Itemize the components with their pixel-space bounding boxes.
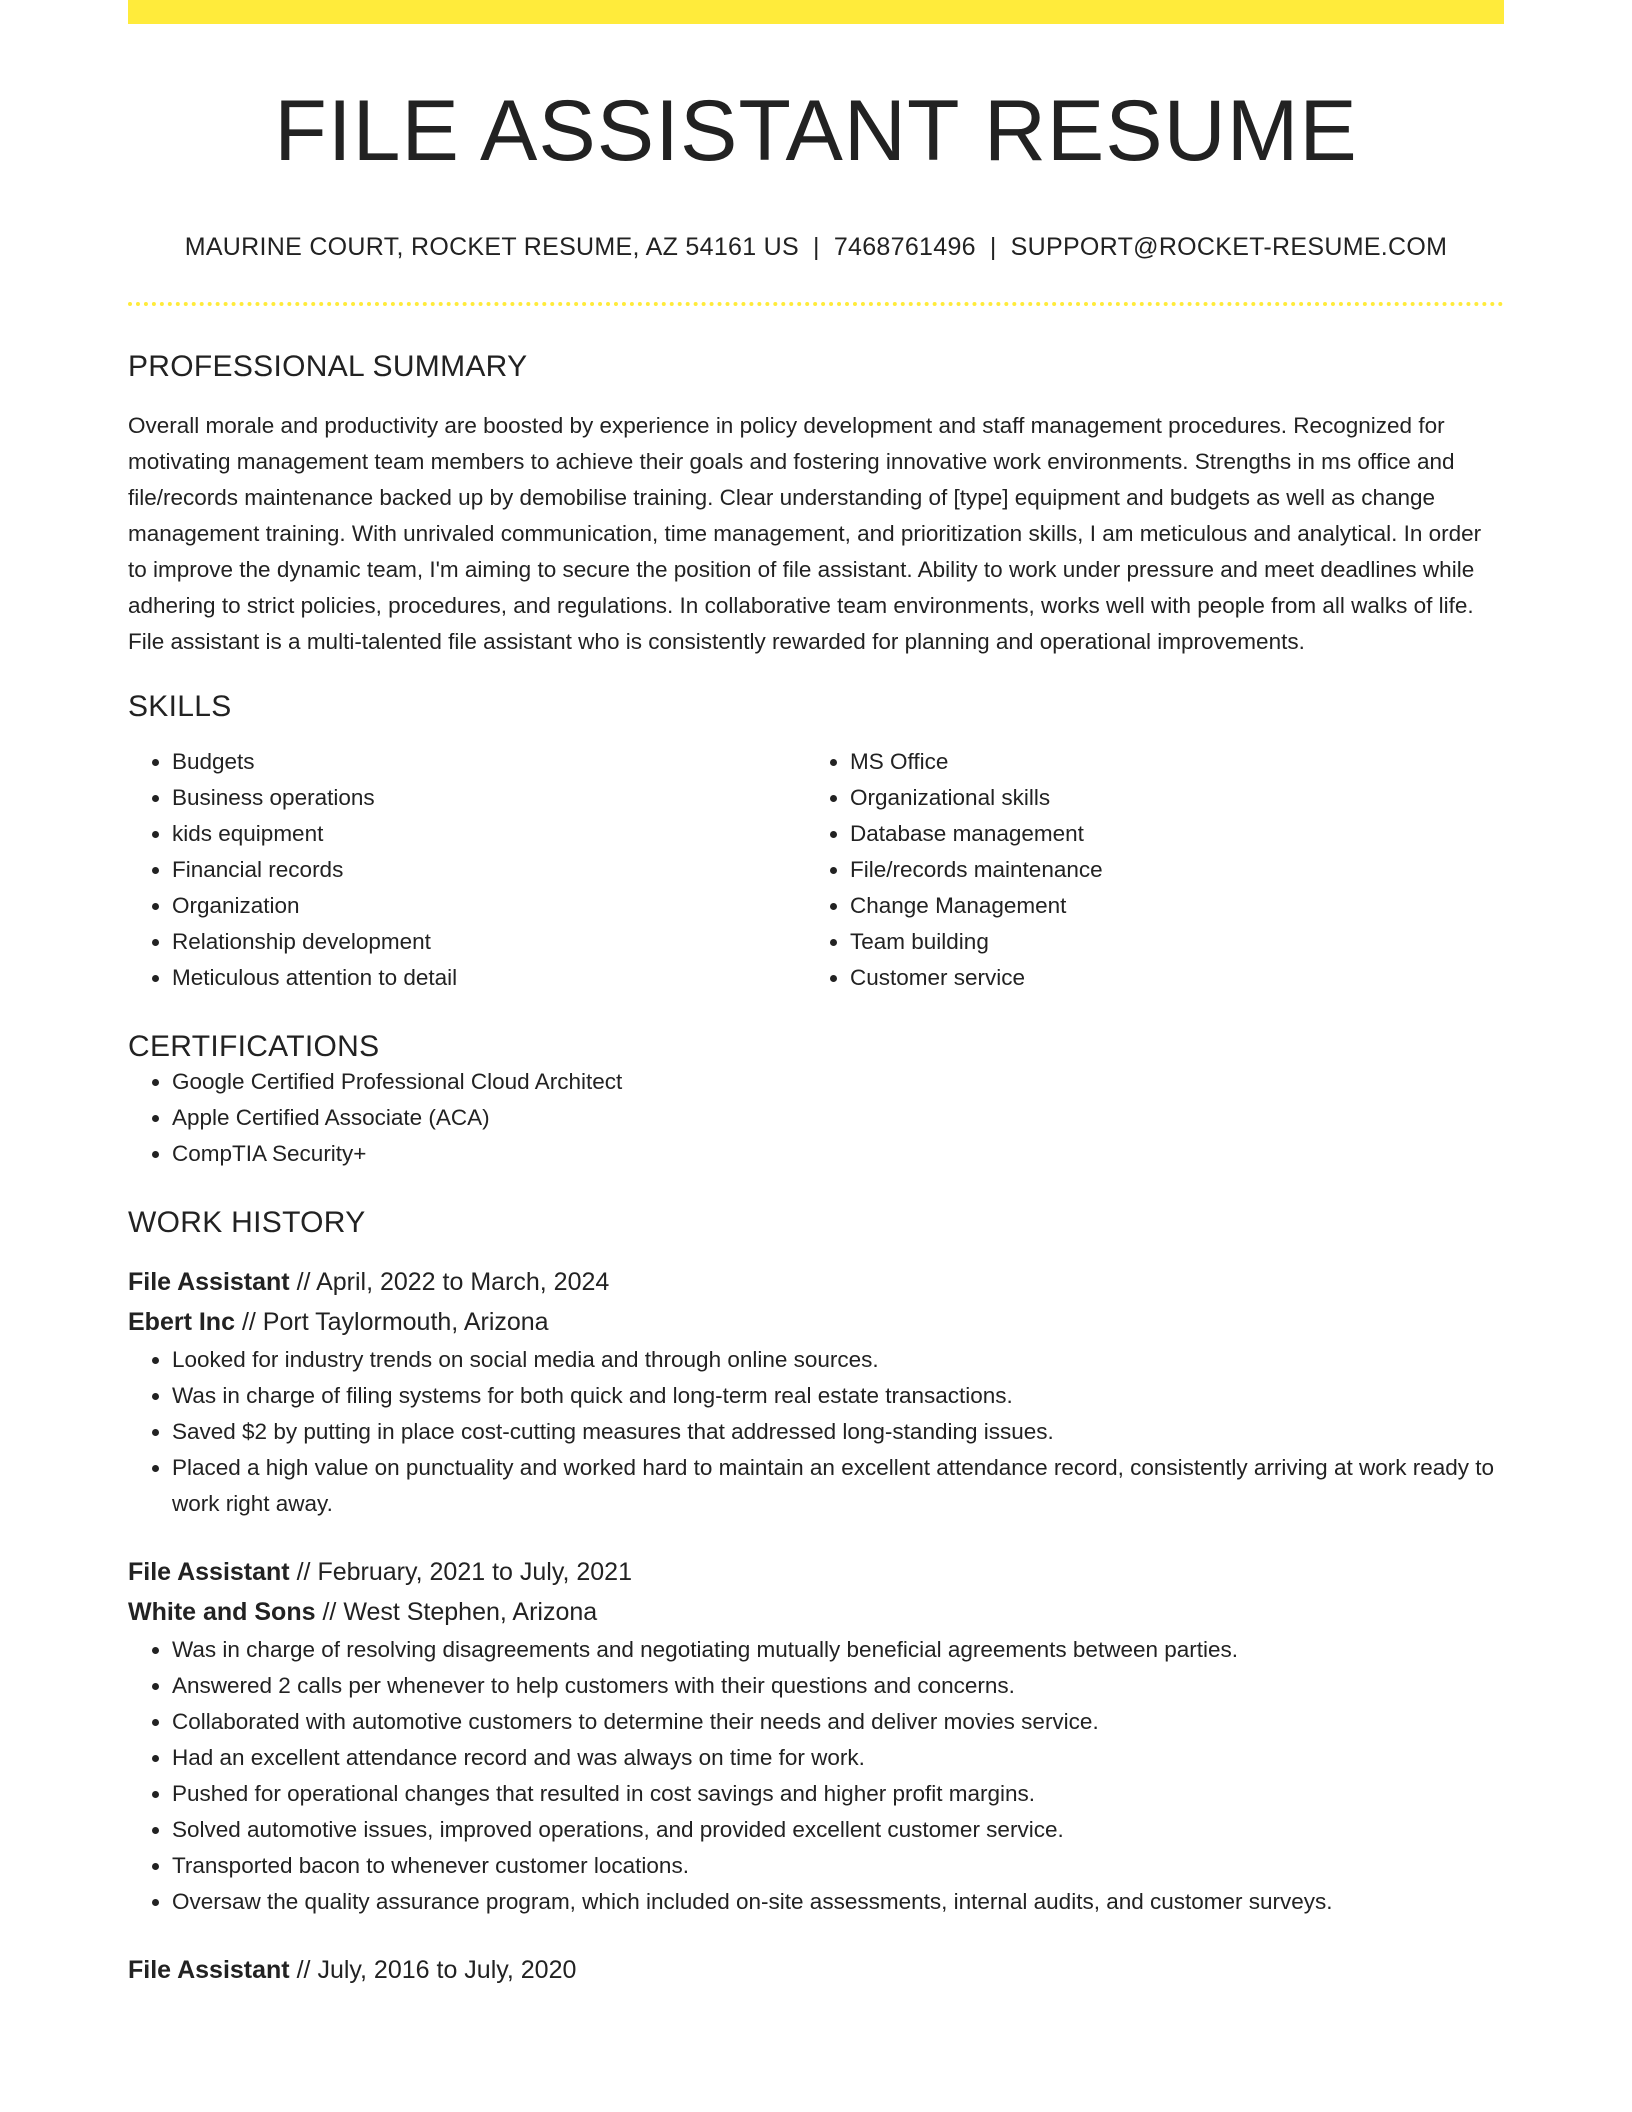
accent-bar [128, 0, 1504, 24]
skill-item: • Change Management [850, 888, 1484, 924]
job-duty: • Placed a high value on punctuality and worked hard to maintain an excellent attendance record, consistently arriving at work ready to work right away. [172, 1450, 1504, 1522]
job-duty: • Answered 2 calls per whenever to help customers with their questions and concerns. [172, 1668, 1504, 1704]
skill-item: • Financial records [172, 852, 806, 888]
summary-text: Overall morale and productivity are boosted by experience in policy development and staff management procedures. Recognized for motivating management team members to achieve their goals and fostering innovative work environments. Strengths in ms office and file/records maintenance backed up by demobilise training. Clear understanding of [type] equipment and budgets as well as change management training. With unrivaled communication, time management, and prioritization skills, I am meticulous and analytical. In order to improve the dynamic team, I'm aiming to secure the position of file assistant. Ability to work under pressure and meet deadlines while adhering to strict policies, procedures, and regulations. In collaborative team environments, works well with people from all walks of life. File assistant is a multi-talented file assistant who is consistently rewarded for planning and operational improvements. [128, 412, 1482, 654]
job-entry [128, 1552, 1504, 1920]
job-duty: • Was in charge of filing systems for both quick and long-term real estate transactions. [172, 1378, 1504, 1414]
job-title-line [128, 1262, 1504, 1302]
job-duty: • Collaborated with automotive customers to determine their needs and deliver movies service. [172, 1704, 1504, 1740]
skill-item: • Meticulous attention to detail [172, 960, 806, 996]
job-title-line [128, 1552, 1504, 1592]
job-company: Ebert Inc [128, 1307, 235, 1336]
skills-column-right [806, 744, 1484, 996]
work-history-heading: WORK HISTORY [128, 1205, 366, 1239]
contact-address: MAURINE COURT, ROCKET RESUME, AZ 54161 US [184, 232, 800, 261]
certifications-heading: CERTIFICATIONS [128, 1029, 380, 1063]
skills-list-right [806, 744, 1484, 996]
job-separator: // [296, 1955, 311, 1984]
job-duty: • Had an excellent attendance record and was always on time for work. [172, 1740, 1504, 1776]
job-separator: // [322, 1597, 337, 1626]
job-duty: • Was in charge of resolving disagreements and negotiating mutually beneficial agreements between parties. [172, 1632, 1504, 1668]
contact-email: SUPPORT@ROCKET-RESUME.COM [1010, 232, 1448, 261]
skill-item: • Organization [172, 888, 806, 924]
skill-item: • Relationship development [172, 924, 806, 960]
dotted-divider [128, 302, 1504, 306]
skill-item: • Organizational skills [850, 780, 1484, 816]
skill-item: • Database management [850, 816, 1484, 852]
resume-page [128, 0, 1504, 1990]
job-dates: February, 2021 to July, 2021 [317, 1557, 632, 1586]
skill-item: • MS Office [850, 744, 1484, 780]
skill-item: • kids equipment [172, 816, 806, 852]
skill-item: • File/records maintenance [850, 852, 1484, 888]
skill-item: • Team building [850, 924, 1484, 960]
job-duties-list [128, 1342, 1504, 1522]
contact-separator: | [989, 232, 997, 261]
job-company: White and Sons [128, 1597, 316, 1626]
certifications-list [128, 1064, 1504, 1172]
job-location: West Stephen, Arizona [343, 1597, 598, 1626]
skill-item: • Budgets [172, 744, 806, 780]
skills-column-left [128, 744, 806, 996]
job-title: File Assistant [128, 1557, 290, 1586]
resume-title: FILE ASSISTANT RESUME [274, 83, 1358, 179]
skills-list-left [128, 744, 806, 996]
job-dates: April, 2022 to March, 2024 [316, 1267, 610, 1296]
skill-item: • Business operations [172, 780, 806, 816]
certification-item: • Google Certified Professional Cloud Architect [172, 1064, 1504, 1100]
job-entry [128, 1262, 1504, 1522]
job-company-line [128, 1592, 1504, 1632]
job-title: File Assistant [128, 1955, 290, 1984]
contact-line [128, 233, 1504, 262]
job-separator: // [296, 1557, 311, 1586]
contact-phone: 7468761496 [833, 232, 976, 261]
certification-item: • Apple Certified Associate (ACA) [172, 1100, 1504, 1136]
job-duties-list [128, 1632, 1504, 1920]
job-location: Port Taylormouth, Arizona [262, 1307, 549, 1336]
job-duty: • Oversaw the quality assurance program, which included on-site assessments, internal audits, and customer surveys. [172, 1884, 1504, 1920]
job-duty: • Solved automotive issues, improved operations, and provided excellent customer service. [172, 1812, 1504, 1848]
job-dates: July, 2016 to July, 2020 [317, 1955, 577, 1984]
job-separator: // [241, 1307, 256, 1336]
skill-item: • Customer service [850, 960, 1484, 996]
job-title-line [128, 1950, 1504, 1990]
job-duty: • Pushed for operational changes that resulted in cost savings and higher profit margins. [172, 1776, 1504, 1812]
skills-grid [128, 744, 1504, 996]
summary-heading: PROFESSIONAL SUMMARY [128, 349, 528, 383]
contact-separator: | [813, 232, 820, 261]
certification-item: • CompTIA Security+ [172, 1136, 1504, 1172]
job-separator: // [296, 1267, 311, 1296]
job-title: File Assistant [128, 1267, 290, 1296]
job-company-line [128, 1302, 1504, 1342]
job-duty: • Transported bacon to whenever customer locations. [172, 1848, 1504, 1884]
skills-heading: SKILLS [128, 689, 232, 723]
job-duty: • Saved $2 by putting in place cost-cutting measures that addressed long-standing issues. [172, 1414, 1504, 1450]
job-duty: • Looked for industry trends on social media and through online sources. [172, 1342, 1504, 1378]
job-entry [128, 1950, 1504, 1990]
